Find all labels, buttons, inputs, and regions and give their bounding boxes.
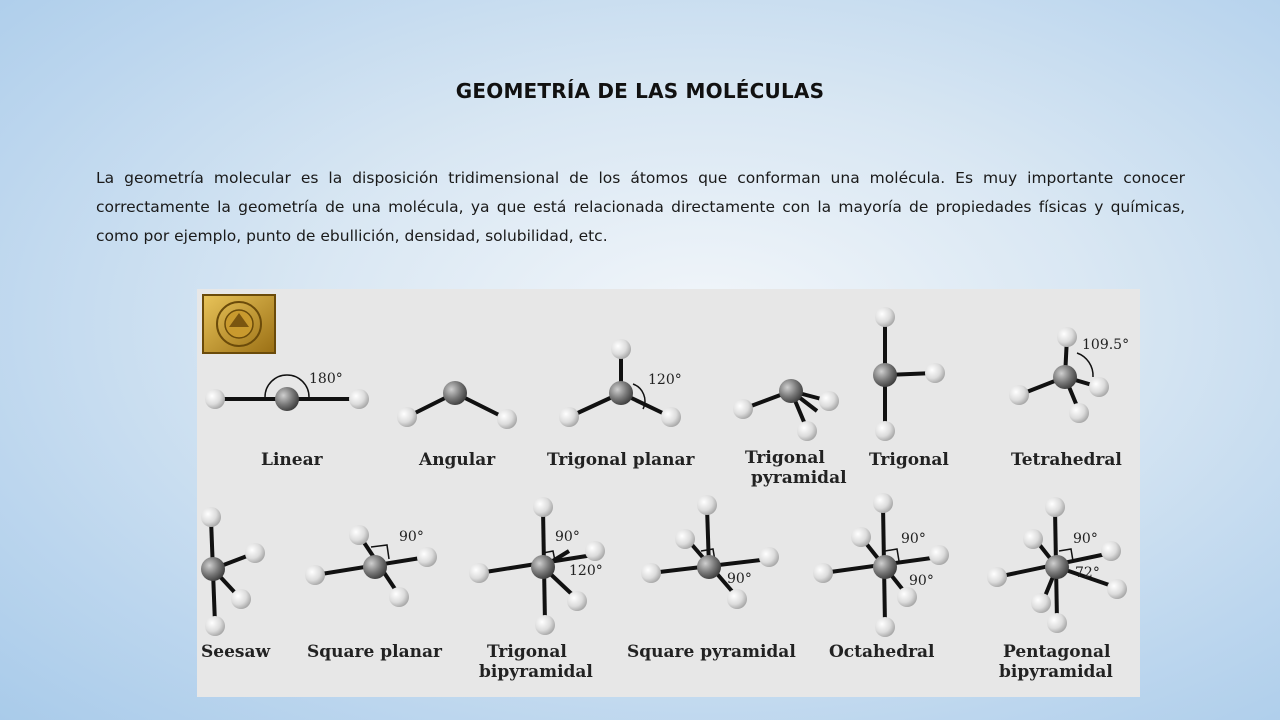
label-trigonal: Trigonal xyxy=(869,450,949,470)
label-angular: Angular xyxy=(419,450,496,470)
angle-label: 90° xyxy=(399,529,424,545)
angle-label: 90° xyxy=(727,571,752,587)
label-trigonal-pyramidal-2: pyramidal xyxy=(751,468,847,488)
label-square-planar: Square planar xyxy=(307,642,442,662)
molecule-seesaw xyxy=(201,507,265,636)
angle-label: 90° xyxy=(1073,531,1098,547)
label-linear: Linear xyxy=(261,450,323,470)
angle-label: 180° xyxy=(309,371,343,387)
label-trigonal-pyramidal-1: Trigonal xyxy=(745,448,825,468)
angle-label: 109.5° xyxy=(1082,337,1130,353)
label-seesaw: Seesaw xyxy=(201,642,271,662)
molecule-octahedral xyxy=(813,493,949,637)
label-trigonal-bipyramidal-2: bipyramidal xyxy=(479,662,593,682)
molecule-trigonal-bipyramidal xyxy=(469,497,605,635)
slide-title: GEOMETRÍA DE LAS MOLÉCULAS xyxy=(455,79,825,103)
label-trigonal-planar: Trigonal planar xyxy=(547,450,695,470)
label-pentagonal-bipyramidal-1: Pentagonal xyxy=(1003,642,1111,662)
label-square-pyramidal: Square pyramidal xyxy=(627,642,796,662)
molecule-trigonal xyxy=(873,307,945,441)
angle-label: 120° xyxy=(648,372,682,388)
gold-seal-logo-icon xyxy=(203,295,275,353)
molecule-trigonal-planar xyxy=(559,339,682,427)
label-tetrahedral: Tetrahedral xyxy=(1011,450,1122,470)
molecule-trigonal-pyramidal xyxy=(733,379,839,441)
molecule-tetrahedral xyxy=(1009,327,1129,423)
molecular-geometry-figure xyxy=(197,289,1140,697)
label-trigonal-bipyramidal-1: Trigonal xyxy=(487,642,567,662)
molecule-square-planar xyxy=(305,525,437,607)
molecule-pentagonal-bipyramidal xyxy=(987,497,1127,633)
angle-label: 90° xyxy=(901,531,926,547)
angle-label: 90° xyxy=(555,529,580,545)
angle-label-2: 72° xyxy=(1075,565,1100,581)
molecule-linear xyxy=(205,371,369,411)
angle-label-2: 90° xyxy=(909,573,934,589)
molecule-angular xyxy=(397,381,517,429)
slide-paragraph: La geometría molecular es la disposición tridimensional de los átomos que conforman una molécula. Es muy importante conocer correctamente la geometría de una molécula, ya que está relacionada directamente con la mayoría de propiedades físicas y químicas, como por ejemplo, punto de ebullición, densidad, solubilidad, etc. xyxy=(96,169,1185,245)
label-octahedral: Octahedral xyxy=(829,642,935,662)
molecule-square-pyramidal xyxy=(641,495,779,609)
angle-label-2: 120° xyxy=(569,563,603,579)
label-pentagonal-bipyramidal-2: bipyramidal xyxy=(999,662,1113,682)
